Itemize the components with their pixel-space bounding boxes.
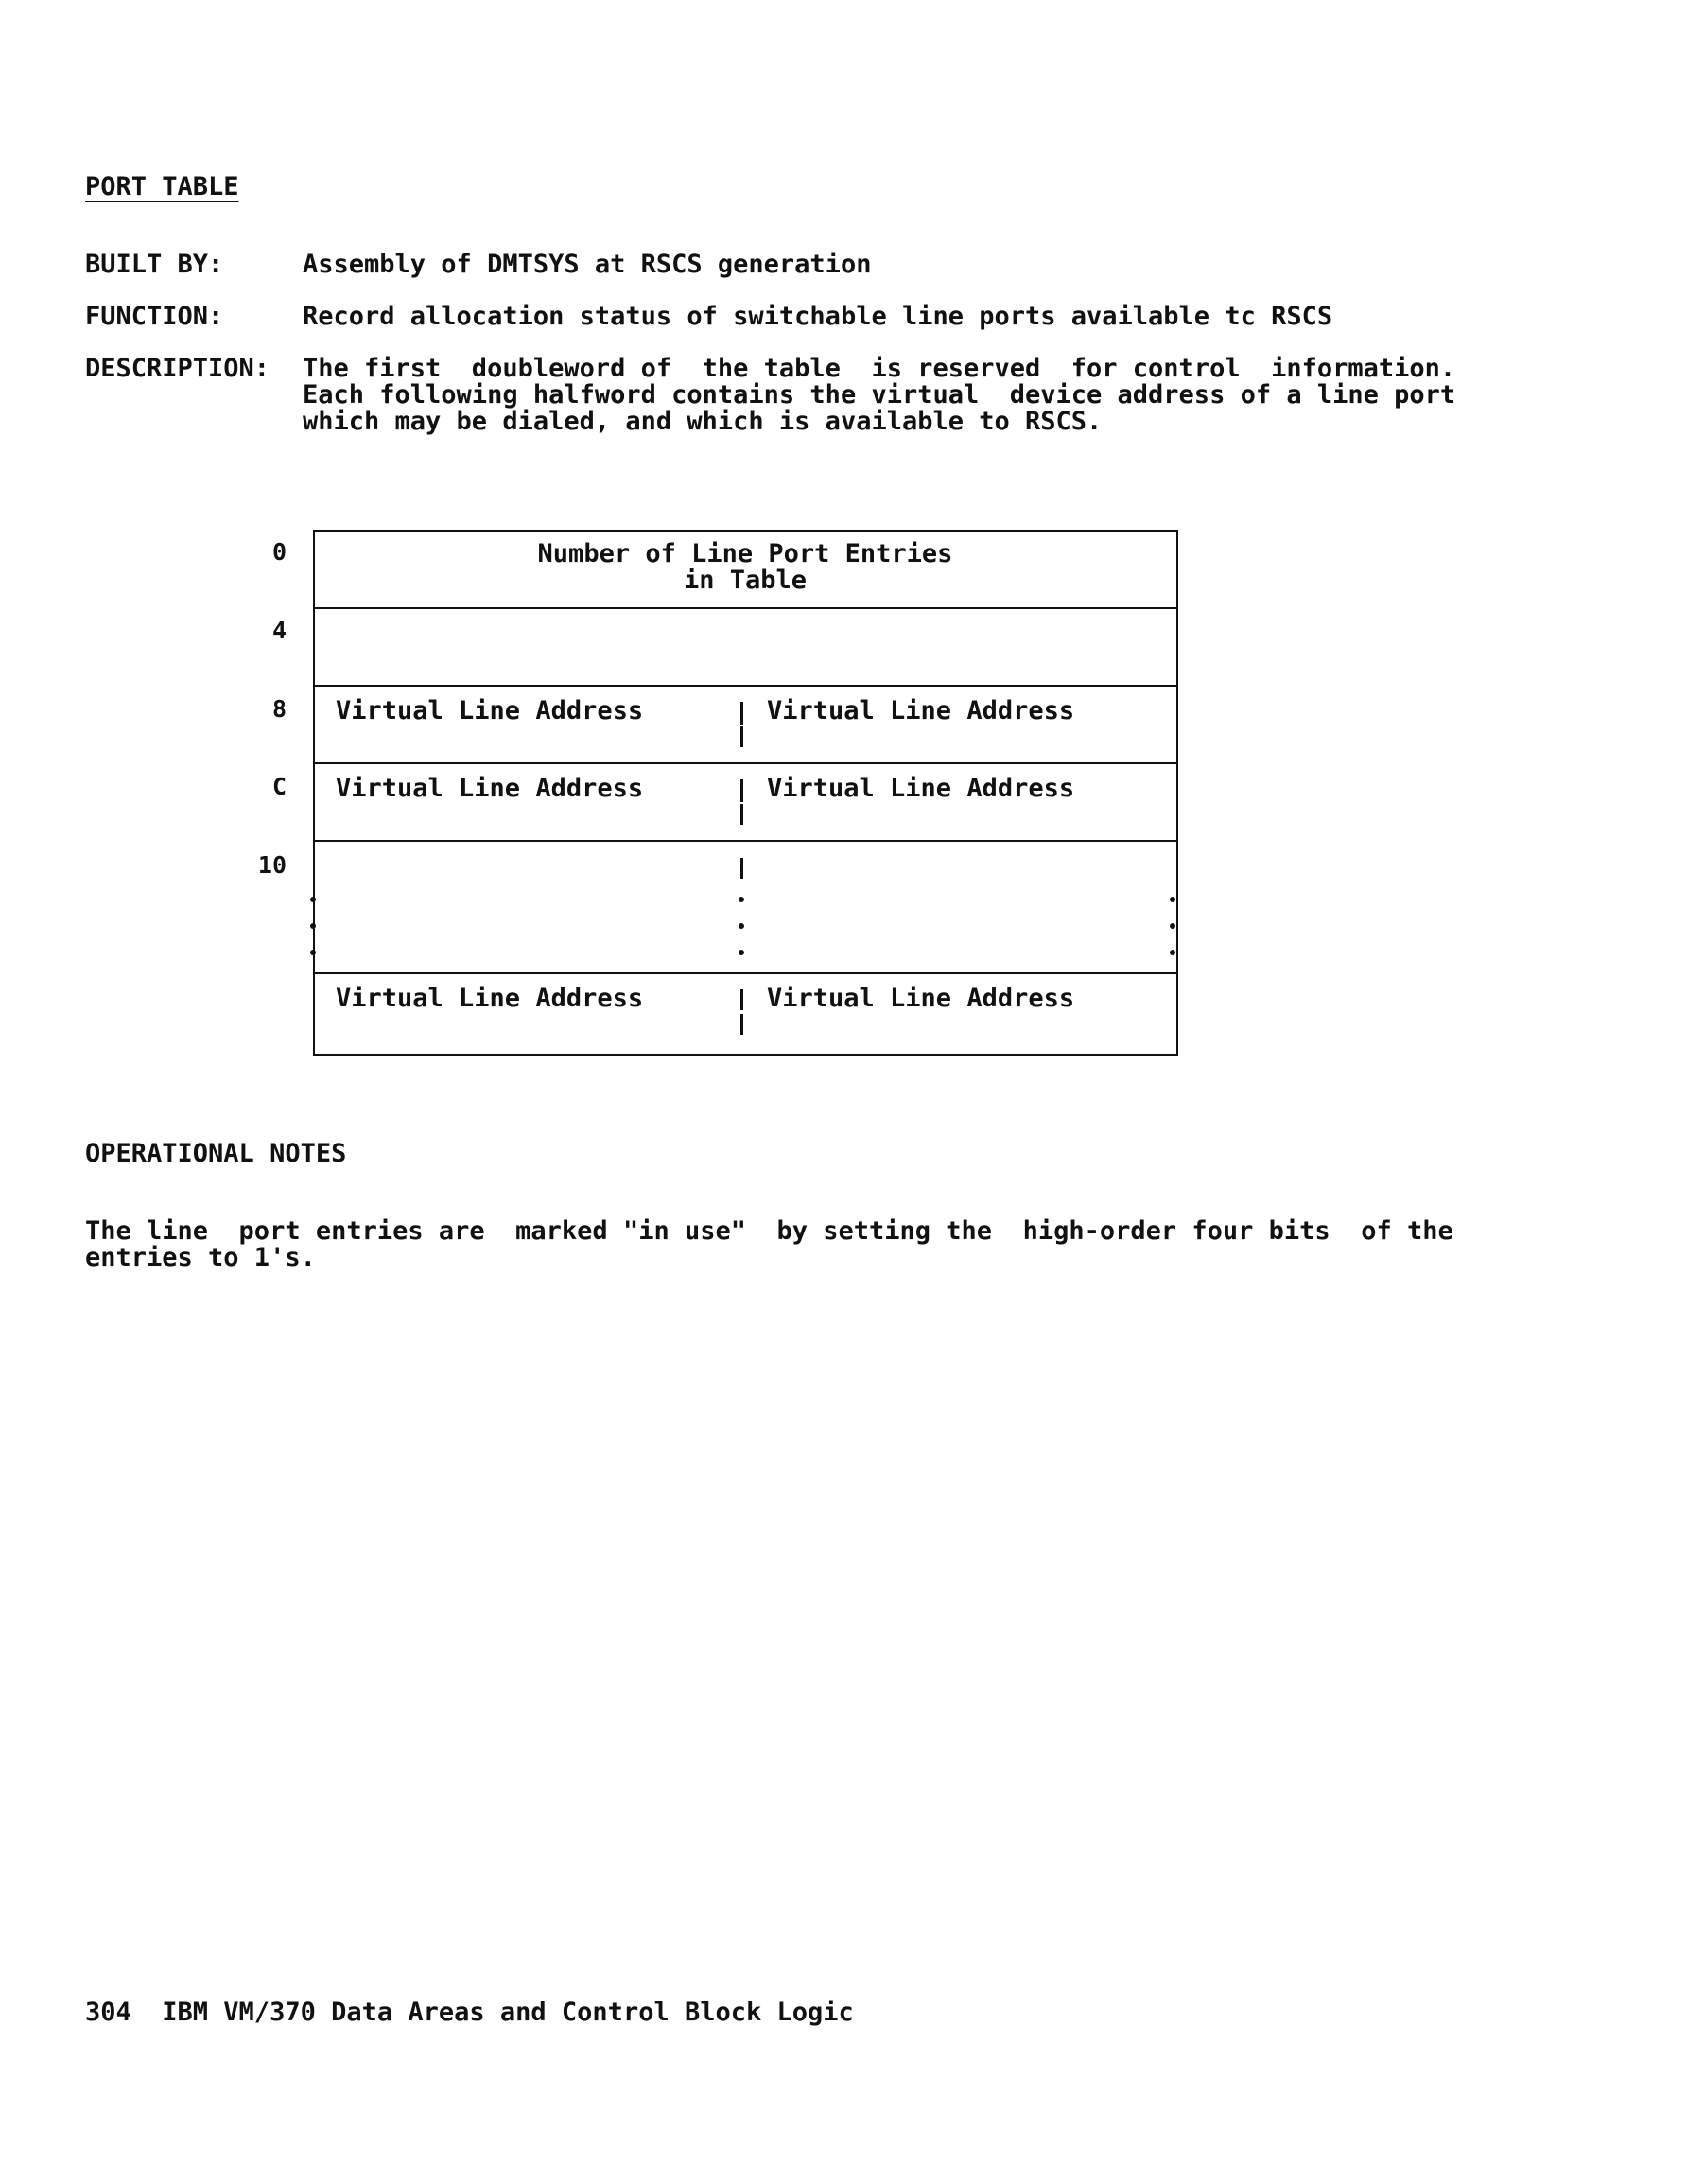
row-divider [315,840,1176,842]
ellipsis-dot [310,950,316,955]
column-divider [740,989,743,1010]
description-line-2: Each following halfword contains the virtual device address of a line port [303,380,1456,410]
row-divider [315,607,1176,609]
virtual-line-address-cell: Virtual Line Address [336,774,644,803]
virtual-line-address-cell: Virtual Line Address [767,696,1075,725]
built-by-value: Assembly of DMTSYS at RSCS generation [303,250,872,279]
row-divider [315,972,1176,974]
ellipsis-dot [739,923,744,929]
virtual-line-address-cell: Virtual Line Address [336,696,644,725]
page-footer: 304 IBM VM/370 Data Areas and Control Block Logic [85,1998,854,2027]
offset-0: 0 [271,538,287,566]
header-cell-line-1: Number of Line Port Entries [537,539,953,568]
ellipsis-dot [1170,923,1175,929]
description-line-1: The first doubleword of the table is reserved for control information. [303,354,1456,383]
notes-line-2: entries to 1's. [85,1243,316,1272]
function-value: Record allocation status of switchable line ports available tc RSCS [303,302,1333,331]
page-title: PORT TABLE [85,172,239,201]
ellipsis-dot [739,950,744,955]
column-divider [740,858,743,879]
ellipsis-dot [1170,950,1175,955]
row-divider [315,762,1176,764]
offset-c: C [271,773,287,800]
virtual-line-address-cell: Virtual Line Address [767,984,1075,1013]
built-by-label: BUILT BY: [85,250,224,279]
column-divider [740,804,743,825]
ellipsis-dot [310,923,316,929]
ellipsis-dot [739,897,744,902]
header-cell-line-2: in Table [683,566,808,595]
ellipsis-dot [310,897,316,902]
function-label: FUNCTION: [85,302,224,331]
column-divider [740,726,743,747]
notes-heading: OPERATIONAL NOTES [85,1139,347,1168]
column-divider [740,702,743,725]
description-line-3: which may be dialed, and which is available to RSCS. [303,407,1103,436]
notes-line-1: The line port entries are marked "in use" by setting the high-order four bits of the [85,1216,1453,1246]
ellipsis-dot [1170,897,1175,902]
port-table-diagram [313,530,1178,1056]
offset-10: 10 [257,851,287,879]
description-label: DESCRIPTION: [85,354,270,383]
virtual-line-address-cell: Virtual Line Address [767,774,1075,803]
offset-8: 8 [271,695,287,723]
column-divider [740,1014,743,1035]
column-divider [740,779,743,802]
virtual-line-address-cell: Virtual Line Address [336,984,644,1013]
row-divider [315,685,1176,687]
offset-4: 4 [271,617,287,644]
